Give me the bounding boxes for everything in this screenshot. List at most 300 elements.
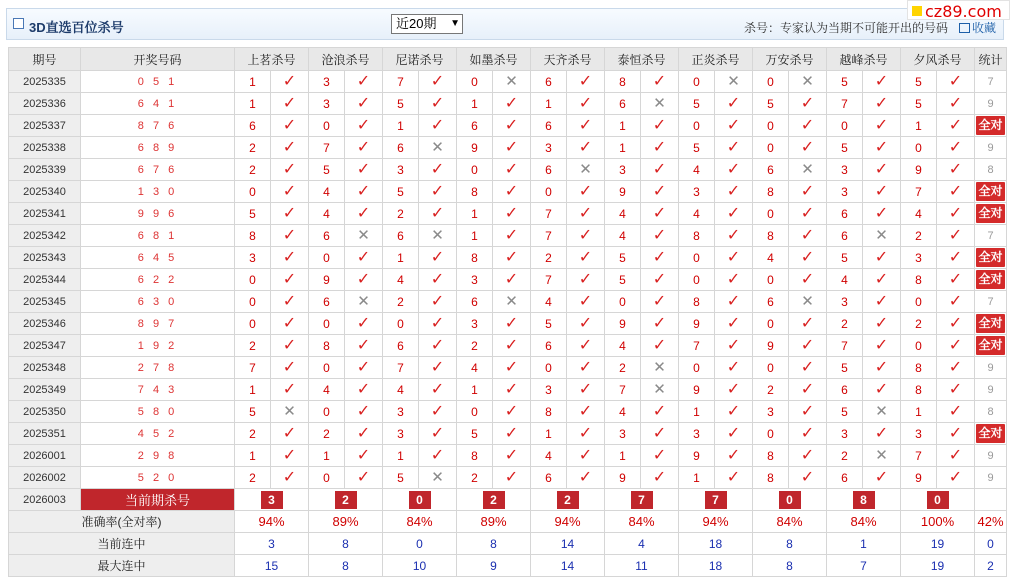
check-icon: ✓ (430, 94, 445, 112)
draw-number-cell: 5 8 0 (81, 401, 235, 423)
kill-number-cell: 1 (235, 379, 271, 401)
result-cell (937, 181, 975, 203)
check-icon: ✓ (282, 248, 297, 266)
kill-number-cell: 1 (679, 401, 715, 423)
kill-number-cell: 1 (901, 401, 937, 423)
result-cell (789, 357, 827, 379)
result-cell (641, 159, 679, 181)
check-icon: ✓ (652, 270, 667, 288)
check-icon: ✓ (504, 446, 519, 464)
result-cell (419, 423, 457, 445)
kill-number-cell: 7 (309, 137, 345, 159)
kill-number-cell: 9 (901, 159, 937, 181)
bookmark-icon (959, 23, 970, 33)
result-cell (493, 247, 531, 269)
check-icon: ✓ (726, 116, 741, 134)
table-row (9, 71, 1007, 93)
summary-value: 8 (753, 533, 827, 555)
check-icon: ✓ (800, 424, 815, 442)
draw-number-cell: 6 4 1 (81, 93, 235, 115)
current-kill-cell (531, 489, 605, 511)
kill-number-cell: 1 (235, 93, 271, 115)
result-cell (419, 445, 457, 467)
result-cell (789, 445, 827, 467)
col-expert: 上茗杀号 (235, 48, 309, 71)
kill-number-cell: 6 (753, 291, 789, 313)
check-icon: ✓ (578, 336, 593, 354)
check-icon: ✓ (578, 116, 593, 134)
kill-number-cell: 0 (457, 401, 493, 423)
kill-number-cell: 9 (457, 137, 493, 159)
check-icon: ✓ (652, 116, 667, 134)
summary-value: 9 (457, 555, 531, 577)
kill-number-cell: 5 (309, 159, 345, 181)
stat-cell (975, 489, 1007, 511)
result-cell (493, 445, 531, 467)
kill-number-cell: 4 (901, 203, 937, 225)
all-right-badge: 全对 (976, 314, 1004, 333)
summary-row (9, 555, 1007, 577)
check-icon: ✓ (430, 160, 445, 178)
kill-number-cell: 2 (383, 291, 419, 313)
check-icon: ✓ (282, 468, 297, 486)
kill-number-cell: 6 (531, 71, 567, 93)
check-icon: ✓ (282, 336, 297, 354)
kill-number-cell: 8 (679, 225, 715, 247)
draw-number-cell: 2 9 8 (81, 445, 235, 467)
result-cell (419, 181, 457, 203)
result-cell (271, 423, 309, 445)
result-cell (419, 335, 457, 357)
kill-number-cell: 8 (753, 445, 789, 467)
check-icon: ✓ (800, 468, 815, 486)
draw-number-cell: 4 5 2 (81, 423, 235, 445)
table-row (9, 137, 1007, 159)
result-cell (789, 247, 827, 269)
check-icon: ✓ (356, 72, 371, 90)
kill-number-cell: 3 (605, 423, 641, 445)
result-cell (345, 93, 383, 115)
kill-number-cell: 5 (901, 71, 937, 93)
kill-number-cell: 0 (235, 269, 271, 291)
kill-number-table (8, 47, 1007, 577)
draw-number-cell: 6 7 6 (81, 159, 235, 181)
check-icon: ✓ (282, 116, 297, 134)
cross-icon: ✕ (431, 469, 444, 486)
col-expert: 沧浪杀号 (309, 48, 383, 71)
result-cell (345, 247, 383, 269)
result-cell (863, 313, 901, 335)
kill-number-cell: 5 (531, 313, 567, 335)
kill-number-cell: 0 (605, 291, 641, 313)
current-kill-cell (235, 489, 309, 511)
kill-number-cell: 2 (901, 313, 937, 335)
result-cell (863, 225, 901, 247)
kill-number-cell: 3 (901, 423, 937, 445)
check-icon: ✓ (578, 424, 593, 442)
check-icon: ✓ (726, 94, 741, 112)
all-right-badge: 全对 (976, 248, 1004, 267)
check-icon: ✓ (430, 292, 445, 310)
kill-number-cell: 1 (383, 247, 419, 269)
current-kill-cell (901, 489, 975, 511)
kill-number-cell: 8 (901, 357, 937, 379)
check-icon: ✓ (430, 314, 445, 332)
kill-number-cell: 3 (383, 159, 419, 181)
result-cell (345, 423, 383, 445)
result-cell (641, 335, 679, 357)
result-cell (641, 71, 679, 93)
check-icon: ✓ (874, 424, 889, 442)
table-row (9, 335, 1007, 357)
check-icon: ✓ (578, 270, 593, 288)
cross-icon: ✕ (875, 447, 888, 464)
kill-number-cell: 2 (753, 379, 789, 401)
current-kill-cell (309, 489, 383, 511)
stat-cell (975, 269, 1007, 291)
kill-number-cell: 3 (457, 313, 493, 335)
check-icon: ✓ (726, 446, 741, 464)
kill-number-cell: 8 (457, 445, 493, 467)
check-icon: ✓ (726, 358, 741, 376)
col-expert: 夕风杀号 (901, 48, 975, 71)
result-cell (863, 137, 901, 159)
result-cell (271, 137, 309, 159)
col-expert: 正炎杀号 (679, 48, 753, 71)
kill-number-cell: 7 (383, 357, 419, 379)
kill-number-cell: 5 (901, 93, 937, 115)
result-cell (493, 291, 531, 313)
stat-cell: 8 (975, 401, 1007, 423)
result-cell (271, 203, 309, 225)
check-icon: ✓ (948, 468, 963, 486)
kill-number-cell: 8 (531, 401, 567, 423)
result-cell (271, 115, 309, 137)
stat-cell: 9 (975, 137, 1007, 159)
period-cell: 2026002 (9, 467, 81, 489)
result-cell (345, 313, 383, 335)
result-cell (937, 247, 975, 269)
check-icon: ✓ (430, 182, 445, 200)
summary-value: 15 (235, 555, 309, 577)
result-cell (567, 445, 605, 467)
check-icon: ✓ (282, 380, 297, 398)
result-cell (863, 71, 901, 93)
cross-icon: ✕ (653, 381, 666, 398)
check-icon: ✓ (726, 226, 741, 244)
result-cell (493, 203, 531, 225)
result-cell (641, 467, 679, 489)
check-icon: ✓ (578, 226, 593, 244)
result-cell (493, 137, 531, 159)
result-cell (493, 225, 531, 247)
result-cell (715, 247, 753, 269)
result-cell (271, 269, 309, 291)
draw-number-cell: 0 5 1 (81, 71, 235, 93)
col-expert: 越峰杀号 (827, 48, 901, 71)
result-cell (937, 423, 975, 445)
check-icon: ✓ (874, 138, 889, 156)
kill-number-cell: 2 (235, 159, 271, 181)
summary-value: 84% (753, 511, 827, 533)
col-stat: 统计 (975, 48, 1007, 71)
kill-number-cell: 8 (901, 379, 937, 401)
result-cell (789, 71, 827, 93)
check-icon: ✓ (356, 160, 371, 178)
result-cell (641, 291, 679, 313)
current-kill-number: 0 (927, 491, 949, 509)
result-cell (567, 269, 605, 291)
result-cell (419, 203, 457, 225)
check-icon: ✓ (874, 380, 889, 398)
check-icon: ✓ (430, 72, 445, 90)
kill-number-cell: 7 (679, 335, 715, 357)
stat-cell: 7 (975, 71, 1007, 93)
summary-value: 94% (531, 511, 605, 533)
result-cell (863, 401, 901, 423)
result-cell (863, 335, 901, 357)
kill-number-cell: 0 (753, 269, 789, 291)
check-icon: ✓ (726, 270, 741, 288)
cross-icon: ✕ (357, 293, 370, 310)
result-cell (715, 115, 753, 137)
current-kill-label: 当前期杀号 (81, 489, 235, 511)
result-cell (567, 181, 605, 203)
result-cell (567, 467, 605, 489)
check-icon: ✓ (800, 94, 815, 112)
check-icon: ✓ (578, 248, 593, 266)
kill-number-cell: 0 (753, 203, 789, 225)
period-cell: 2025347 (9, 335, 81, 357)
result-cell (863, 357, 901, 379)
result-cell (641, 181, 679, 203)
check-icon: ✓ (430, 116, 445, 134)
result-cell (493, 71, 531, 93)
result-cell (715, 357, 753, 379)
check-icon: ✓ (652, 138, 667, 156)
summary-value: 10 (383, 555, 457, 577)
kill-number-cell: 4 (753, 247, 789, 269)
result-cell (419, 401, 457, 423)
table-row (9, 423, 1007, 445)
kill-number-cell: 6 (605, 93, 641, 115)
check-icon: ✓ (948, 160, 963, 178)
result-cell (345, 445, 383, 467)
result-cell (271, 335, 309, 357)
table-row (9, 93, 1007, 115)
result-cell (419, 159, 457, 181)
summary-value: 3 (235, 533, 309, 555)
check-icon: ✓ (430, 380, 445, 398)
check-icon: ✓ (948, 204, 963, 222)
result-cell (345, 467, 383, 489)
check-icon: ✓ (356, 270, 371, 288)
kill-number-cell: 5 (827, 401, 863, 423)
check-icon: ✓ (504, 358, 519, 376)
kill-number-cell: 0 (901, 335, 937, 357)
stat-cell: 9 (975, 379, 1007, 401)
kill-number-cell: 4 (309, 203, 345, 225)
kill-number-cell: 0 (679, 247, 715, 269)
current-period-cell: 2026003 (9, 489, 81, 511)
check-icon: ✓ (726, 182, 741, 200)
draw-number-cell: 8 7 6 (81, 115, 235, 137)
check-icon: ✓ (356, 116, 371, 134)
table-row (9, 357, 1007, 379)
kill-number-cell: 3 (679, 181, 715, 203)
result-cell (641, 225, 679, 247)
kill-number-cell: 0 (827, 115, 863, 137)
check-icon: ✓ (578, 446, 593, 464)
kill-number-cell: 0 (531, 357, 567, 379)
stat-cell: 9 (975, 445, 1007, 467)
check-icon: ✓ (948, 292, 963, 310)
kill-number-cell: 4 (383, 379, 419, 401)
check-icon: ✓ (652, 248, 667, 266)
check-icon: ✓ (652, 336, 667, 354)
current-kill-number: 2 (483, 491, 505, 509)
kill-number-cell: 8 (753, 467, 789, 489)
result-cell (345, 181, 383, 203)
check-icon: ✓ (948, 248, 963, 266)
kill-number-cell: 8 (457, 181, 493, 203)
result-cell (567, 93, 605, 115)
site-logo[interactable] (907, 0, 1010, 20)
kill-number-cell: 6 (827, 379, 863, 401)
summary-stat: 2 (975, 555, 1007, 577)
result-cell (937, 291, 975, 313)
summary-value: 100% (901, 511, 975, 533)
table-row (9, 467, 1007, 489)
draw-number-cell: 6 8 9 (81, 137, 235, 159)
kill-number-cell: 6 (309, 225, 345, 247)
check-icon: ✓ (578, 358, 593, 376)
result-cell (789, 423, 827, 445)
kill-number-cell: 7 (531, 203, 567, 225)
result-cell (567, 247, 605, 269)
summary-value: 8 (457, 533, 531, 555)
table-row (9, 159, 1007, 181)
summary-label: 最大连中 (9, 555, 235, 577)
result-cell (271, 467, 309, 489)
col-expert: 尼诺杀号 (383, 48, 457, 71)
kill-number-cell: 6 (753, 159, 789, 181)
current-kill-cell (383, 489, 457, 511)
kill-number-cell: 4 (531, 445, 567, 467)
kill-number-cell: 1 (605, 115, 641, 137)
check-icon: ✓ (282, 446, 297, 464)
kill-number-cell: 0 (531, 181, 567, 203)
summary-label: 当前连中 (9, 533, 235, 555)
stat-cell: 9 (975, 357, 1007, 379)
result-cell (271, 313, 309, 335)
check-icon: ✓ (948, 182, 963, 200)
result-cell (493, 401, 531, 423)
summary-row (9, 533, 1007, 555)
kill-number-cell: 0 (309, 401, 345, 423)
draw-number-cell: 9 9 6 (81, 203, 235, 225)
check-icon: ✓ (874, 292, 889, 310)
kill-number-cell: 6 (383, 137, 419, 159)
result-cell (641, 423, 679, 445)
check-icon: ✓ (874, 270, 889, 288)
summary-value: 89% (309, 511, 383, 533)
stat-cell: 9 (975, 467, 1007, 489)
stat-cell (975, 247, 1007, 269)
result-cell (641, 203, 679, 225)
current-kill-number: 7 (631, 491, 653, 509)
result-cell (271, 159, 309, 181)
current-period-row (9, 489, 1007, 511)
check-icon: ✓ (578, 292, 593, 310)
result-cell (567, 335, 605, 357)
table-row (9, 269, 1007, 291)
cross-icon: ✕ (431, 227, 444, 244)
check-icon: ✓ (800, 226, 815, 244)
result-cell (937, 335, 975, 357)
result-cell (715, 181, 753, 203)
result-cell (419, 115, 457, 137)
draw-number-cell: 6 8 1 (81, 225, 235, 247)
result-cell (271, 93, 309, 115)
kill-number-cell: 0 (309, 357, 345, 379)
favorite-link[interactable] (959, 19, 996, 36)
kill-number-cell: 3 (827, 423, 863, 445)
kill-number-cell: 0 (309, 313, 345, 335)
kill-number-cell: 3 (531, 379, 567, 401)
summary-value: 14 (531, 533, 605, 555)
cross-icon: ✕ (505, 293, 518, 310)
check-icon: ✓ (874, 468, 889, 486)
result-cell (789, 467, 827, 489)
draw-number-cell: 7 4 3 (81, 379, 235, 401)
check-icon: ✓ (948, 314, 963, 332)
result-cell (789, 181, 827, 203)
period-range-select[interactable] (391, 14, 463, 34)
summary-value: 94% (679, 511, 753, 533)
summary-value: 4 (605, 533, 679, 555)
summary-value: 8 (309, 555, 383, 577)
summary-stat: 42% (975, 511, 1007, 533)
kill-number-cell: 0 (901, 137, 937, 159)
result-cell (789, 137, 827, 159)
result-cell (937, 137, 975, 159)
result-cell (641, 313, 679, 335)
kill-number-cell: 3 (827, 181, 863, 203)
check-icon: ✓ (282, 182, 297, 200)
kill-number-cell: 8 (901, 269, 937, 291)
check-icon: ✓ (430, 270, 445, 288)
result-cell (419, 313, 457, 335)
logo-square-icon (912, 6, 922, 16)
check-icon: ✓ (578, 138, 593, 156)
all-right-badge: 全对 (976, 270, 1004, 289)
kill-number-cell: 4 (605, 203, 641, 225)
draw-number-cell: 5 2 0 (81, 467, 235, 489)
kill-number-cell: 8 (309, 335, 345, 357)
period-cell: 2025351 (9, 423, 81, 445)
period-cell: 2025345 (9, 291, 81, 313)
current-kill-cell (605, 489, 679, 511)
table-row (9, 379, 1007, 401)
check-icon: ✓ (356, 358, 371, 376)
kill-number-cell: 5 (235, 203, 271, 225)
result-cell (641, 93, 679, 115)
kill-number-cell: 2 (383, 203, 419, 225)
stat-cell: 8 (975, 159, 1007, 181)
result-cell (419, 93, 457, 115)
summary-stat: 0 (975, 533, 1007, 555)
